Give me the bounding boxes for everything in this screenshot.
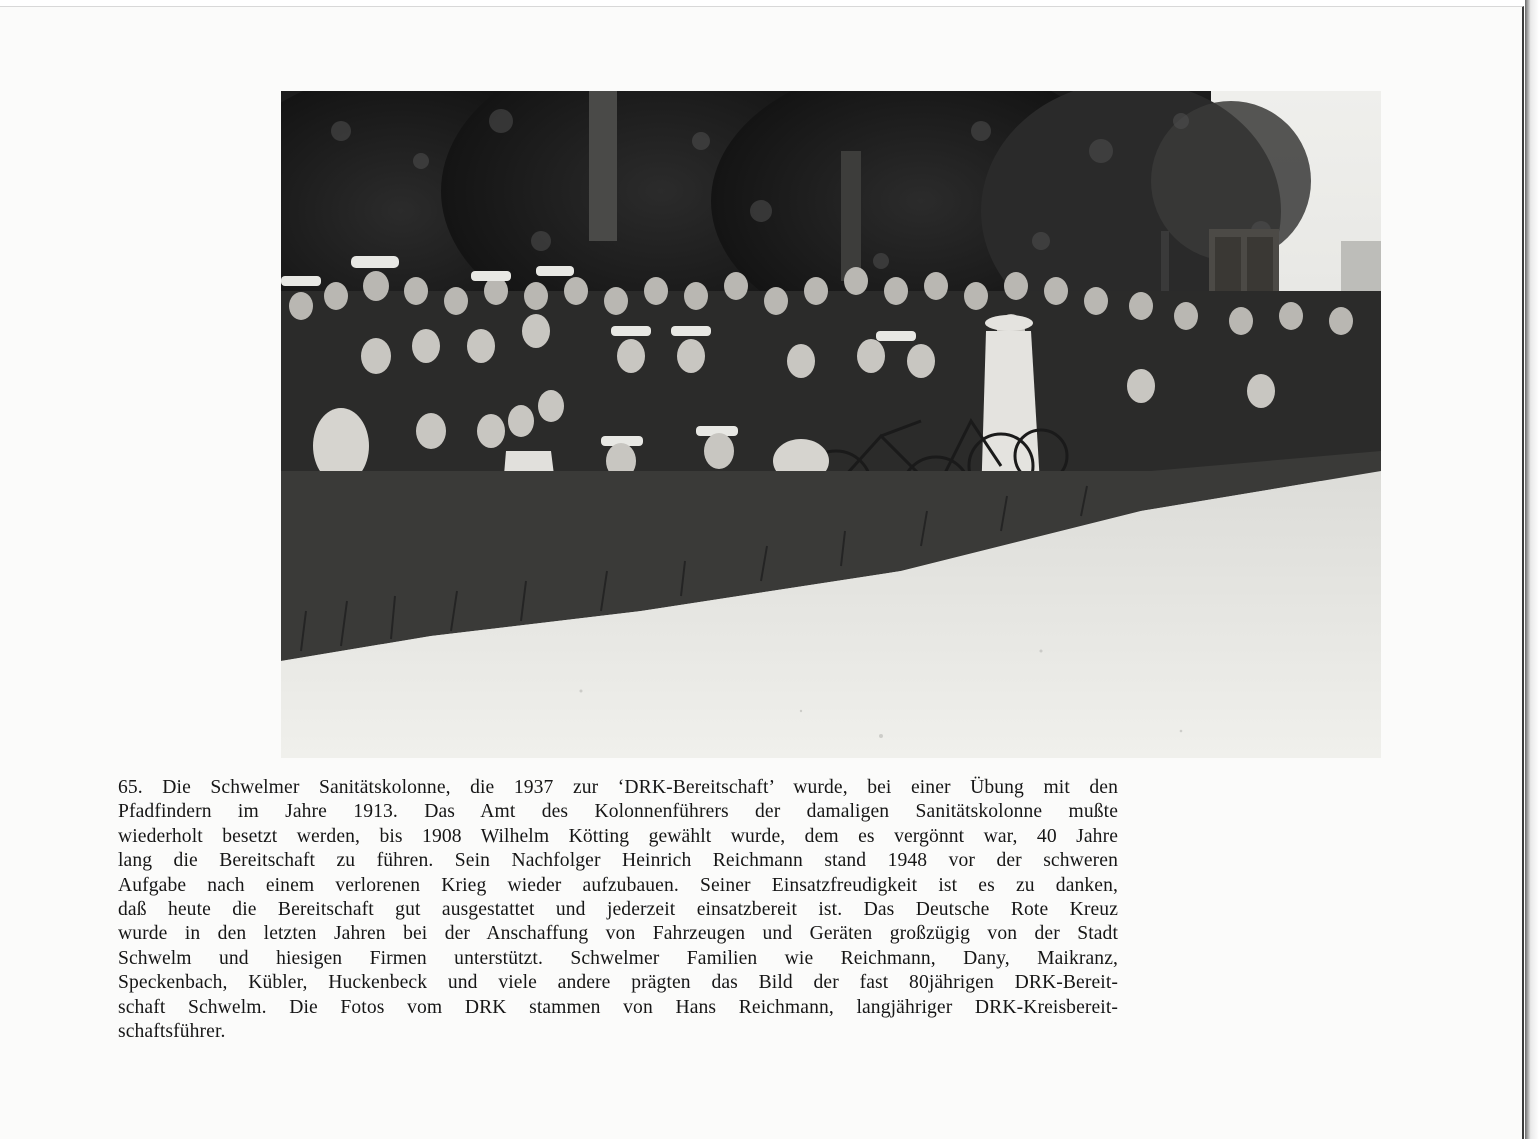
caption-line: schaftsführer. bbox=[118, 1021, 226, 1043]
group-photo bbox=[281, 91, 1381, 758]
caption-line: 65. Die Schwelmer Sanitätskolonne, die 1937 zur ‘DRK-Bereitschaft’ wurde, bei einer Übung mit den bbox=[118, 777, 1118, 798]
caption-line: Speckenbach, Kübler, Huckenbeck und viele andere prägten das Bild der fast 80jährigen DRK-Bereit- bbox=[118, 972, 1118, 994]
caption-line: wiederholt besetzt werden, bis 1908 Wilhelm Kötting gewählt wurde, dem es vergönnt war, 40 Jahre bbox=[118, 825, 1118, 847]
caption-line: lang die Bereitschaft zu führen. Sein Nachfolger Heinrich Reichmann stand 1948 vor der schweren bbox=[118, 850, 1118, 872]
caption-line: daß heute die Bereitschaft gut ausgestattet und jederzeit einsatzbereit ist. Das Deutsche Rote Kreuz bbox=[118, 899, 1118, 921]
caption-line: wurde in den letzten Jahren bei der Anschaffung von Fahrzeugen und Geräten großzügig von der Stadt bbox=[118, 923, 1118, 945]
page-edge-shadow bbox=[1525, 0, 1539, 1139]
caption-line: schaft Schwelm. Die Fotos vom DRK stammen von Hans Reichmann, langjähriger DRK-Kreisbereit- bbox=[118, 996, 1118, 1018]
caption-line: Schwelm und hiesigen Firmen unterstützt. Schwelmer Familien wie Reichmann, Dany, Maikranz, bbox=[118, 947, 1118, 969]
photo-caption bbox=[118, 776, 1118, 1044]
caption-line: Pfadfindern im Jahre 1913. Das Amt des Kolonnenführers der damaligen Sanitätskolonne mußte bbox=[118, 801, 1118, 823]
caption-line: Aufgabe nach einem verlorenen Krieg wieder aufzubauen. Seiner Einsatzfreudigkeit ist es zu danken, bbox=[118, 874, 1118, 896]
